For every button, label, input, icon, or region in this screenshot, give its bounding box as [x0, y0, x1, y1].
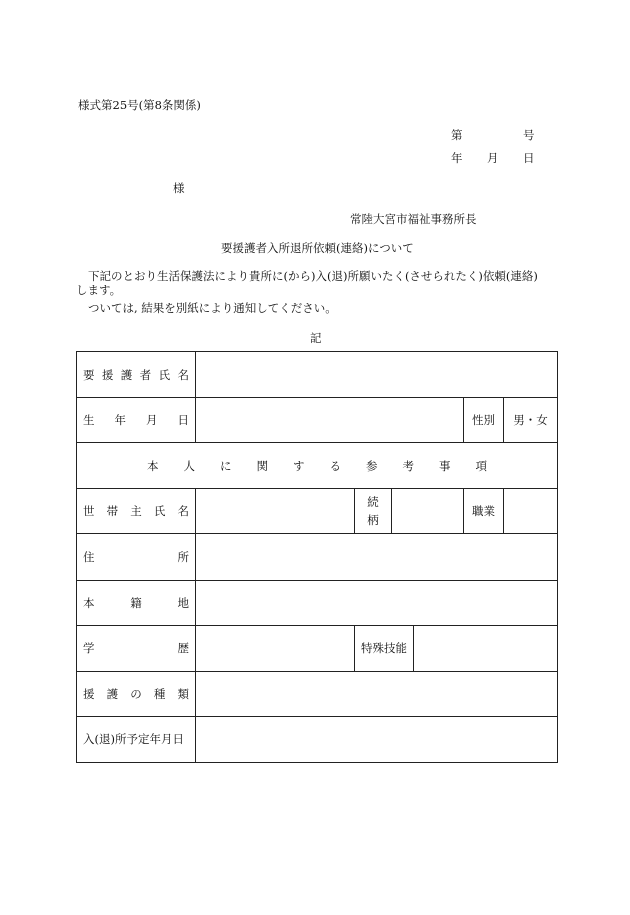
admission-date-field[interactable]	[196, 716, 558, 762]
education-label-cell	[77, 625, 196, 671]
householder-label-cell	[77, 489, 196, 534]
address-label: 住 所	[83, 549, 189, 564]
relation-field[interactable]	[392, 489, 464, 534]
row-domicile	[77, 580, 558, 625]
name-field[interactable]	[196, 352, 558, 398]
doc-number-prefix: 第	[451, 128, 463, 142]
sex-label: 性別	[464, 398, 504, 443]
name-label: 要 援 護 者 氏 名	[83, 367, 189, 382]
doc-number-suffix: 号	[523, 128, 535, 142]
body-line-1: 下記のとおり生活保護法により貴所に(から)入(退)所願いたく(させられたく)依頼(連絡)	[88, 269, 538, 283]
address-field[interactable]	[196, 534, 558, 580]
name-label-cell	[77, 352, 196, 398]
birth-label-cell	[77, 398, 196, 443]
domicile-field[interactable]	[196, 580, 558, 625]
householder-label: 世 帯 主 氏 名	[83, 504, 189, 519]
occupation-label: 職業	[464, 489, 504, 534]
date-year-label: 年	[451, 151, 463, 165]
document-title: 要援護者入所退所依頼(連絡)について	[221, 241, 414, 255]
addressee-suffix: 様	[173, 181, 185, 195]
domicile-label: 本 籍 地	[83, 595, 189, 610]
address-label-cell	[77, 534, 196, 580]
form-number: 様式第25号(第8条関係)	[78, 98, 201, 112]
row-householder	[77, 489, 558, 534]
row-section-heading	[77, 443, 558, 489]
admission-date-label-cell	[77, 716, 196, 762]
section-heading: 本 人 に 関 す る 参 考 事 項	[147, 458, 487, 473]
section-heading-cell	[77, 443, 558, 489]
relation-label-top: 続	[367, 495, 379, 510]
application-form-table	[76, 351, 558, 763]
row-admission-date	[77, 716, 558, 762]
aid-type-field[interactable]	[196, 671, 558, 716]
relation-label-cell	[355, 489, 392, 534]
date-day-label: 日	[523, 151, 535, 165]
sender-name: 常陸大宮市福祉事務所長	[350, 212, 477, 226]
body-line-2: します。	[76, 283, 122, 297]
ki-heading: 記	[310, 331, 322, 345]
row-address	[77, 534, 558, 580]
row-name	[77, 352, 558, 398]
relation-label-bottom: 柄	[367, 513, 379, 528]
birth-label: 生 年 月 日	[83, 413, 189, 428]
body-line-3: ついては, 結果を別紙により通知してください。	[88, 301, 337, 315]
skills-field[interactable]	[414, 625, 558, 671]
row-birth	[77, 398, 558, 443]
date-month-label: 月	[487, 151, 499, 165]
education-field[interactable]	[196, 625, 355, 671]
householder-field[interactable]	[196, 489, 355, 534]
education-label: 学 歴	[83, 641, 189, 656]
domicile-label-cell	[77, 580, 196, 625]
skills-label: 特殊技能	[355, 625, 414, 671]
admission-date-label: 入(退)所予定年月日	[83, 732, 184, 747]
aid-type-label-cell	[77, 671, 196, 716]
birth-date-field[interactable]	[196, 398, 464, 443]
sex-options[interactable]: 男・女	[504, 398, 558, 443]
occupation-field[interactable]	[504, 489, 558, 534]
aid-type-label: 援 護 の 種 類	[83, 686, 189, 701]
row-aid-type	[77, 671, 558, 716]
row-education	[77, 625, 558, 671]
